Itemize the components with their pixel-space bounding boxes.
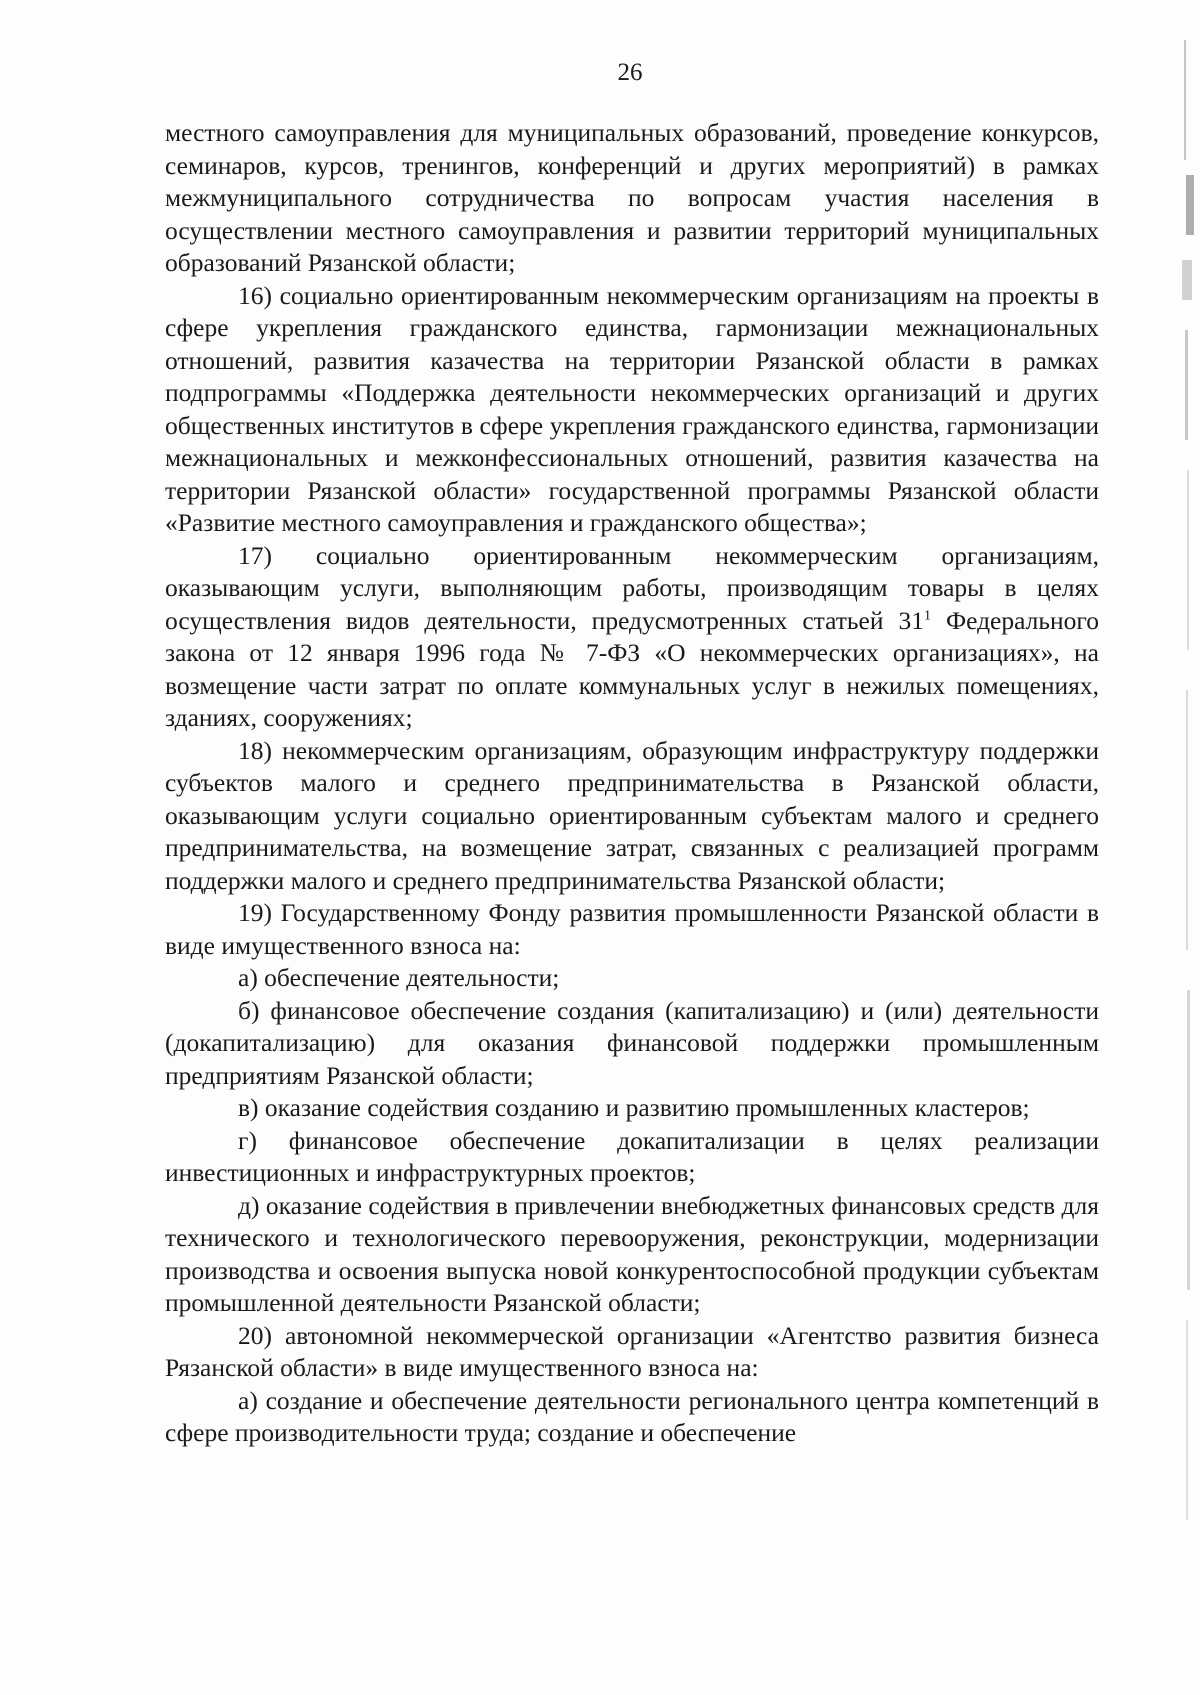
article-superscript: 1	[923, 608, 931, 623]
scan-artifact	[1186, 1320, 1188, 1520]
scan-artifact	[1184, 40, 1186, 160]
paragraph-item-19-d: д) оказание содействия в привлечении внебюджетных финансовых средств для технического и технологического перевооружения, реконструкции, модернизации производства и освоения выпуска новой конкурентоспособной продукции субъектам промышленной деятельности Рязанской области;	[165, 1190, 1099, 1317]
scan-artifact	[1186, 690, 1188, 950]
paragraph-item-19-a: а) обеспечение деятельности;	[238, 963, 560, 992]
paragraph-item-16: 16) социально ориентированным некоммерческим организациям на проекты в сфере укрепления гражданского единства, гармонизации межнациональных отношений, развития казачества на территории Рязанской области в рамках подпрограммы «Поддержка деятельности некоммерческих организаций и других общественных институтов в сфере укрепления гражданского единства, гармонизации межнациональных и межконфессиональных отношений, развития казачества на территории Рязанской области» государственной программы Рязанской области «Развитие местного самоуправления и гражданского общества»;	[165, 280, 1099, 537]
paragraph-item-19: 19) Государственному Фонду развития промышленности Рязанской области в виде имущественного взноса на:	[165, 898, 1099, 960]
scan-edge-noise	[1170, 0, 1200, 1695]
page-number: 26	[617, 59, 643, 86]
scan-artifact	[1186, 175, 1194, 235]
scan-artifact	[1187, 470, 1189, 650]
scan-artifact	[1187, 990, 1190, 1290]
paragraph-item-19-b: б) финансовое обеспечение создания (капитализацию) и (или) деятельности (докапитализацию) для оказания финансовой поддержки промышленным предприятиям Рязанской области;	[165, 995, 1099, 1090]
paragraph-item-17-text-before: 17) социально ориентированным некоммерческим организациям, оказывающим услуги, выполняющим работы, производящим товары в целях осуществления видов деятельности, предусмотренных статьей 31	[165, 540, 1099, 635]
paragraph-item-20-a: а) создание и обеспечение деятельности регионального центра компетенций в сфере производительности труда; создание и обеспечение	[165, 1385, 1099, 1447]
paragraph-item-17-text-after: Федерального закона от 12 января 1996 года № 7-ФЗ «О некоммерческих организациях», на возмещение части затрат по оплате коммунальных услуг в нежилых помещениях, зданиях, сооружениях;	[165, 605, 1099, 732]
paragraph-item-19-g: г) финансовое обеспечение докапитализации в целях реализации инвестиционных и инфраструктурных проектов;	[165, 1125, 1099, 1187]
scan-artifact	[1182, 260, 1192, 300]
body-text	[165, 117, 1099, 1450]
paragraph-continuation: местного самоуправления для муниципальных образований, проведение конкурсов, семинаров, курсов, тренингов, конференций и других мероприятий) в рамках межмуниципального сотрудничества по вопросам участия населения в осуществлении местного самоуправления и развитии территорий муниципальных образований Рязанской области;	[165, 118, 1099, 277]
paragraph-item-20: 20) автономной некоммерческой организации «Агентство развития бизнеса Рязанской области» в виде имущественного взноса на:	[165, 1320, 1099, 1382]
paragraph-item-19-v: в) оказание содействия созданию и развитию промышленных кластеров;	[238, 1093, 1030, 1122]
paragraph-item-18: 18) некоммерческим организациям, образующим инфраструктуру поддержки субъектов малого и среднего предпринимательства в Рязанской области, оказывающим услуги социально ориентированным субъектам малого и среднего предпринимательства, на возмещение затрат, связанных с реализацией программ поддержки малого и среднего предпринимательства Рязанской области;	[165, 735, 1099, 895]
scan-artifact	[1185, 330, 1188, 440]
paragraph-item-17	[165, 540, 1099, 735]
